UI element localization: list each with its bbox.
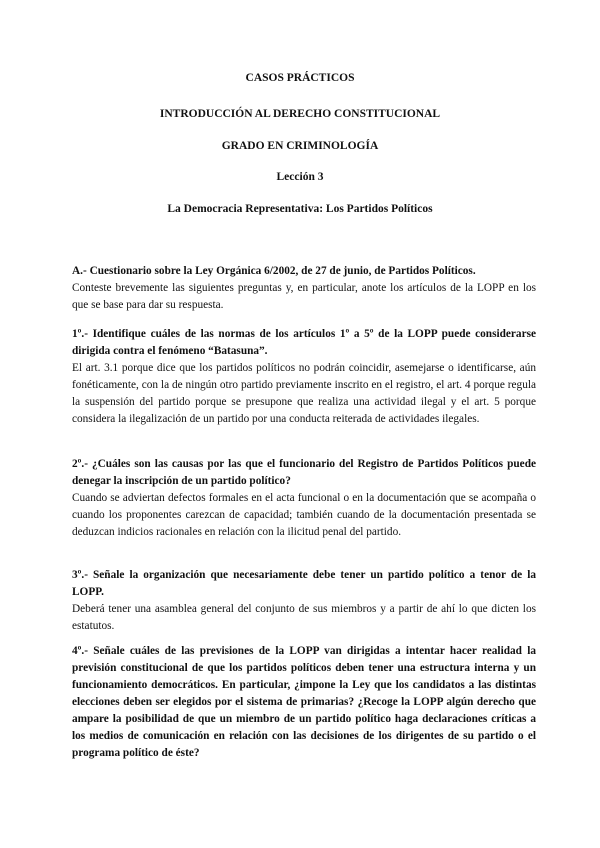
degree-title: GRADO EN CRIMINOLOGÍA	[221, 140, 379, 152]
answer-text: El art. 3.1 porque dice que los partidos políticos no podrán coincidir, asemejarse o identificarse, aún fonéticamente, con la de ningún otro partido previamente inscrito en el registro, el art. 4 porque regula la suspensión del partido porque se presupone que realiza una actividad ilegal y el art. 5 porque considera la ilegalización de un partido por una conducta reiterada de actividades ilegales.	[72, 362, 536, 425]
question-3	[72, 567, 536, 635]
course-title: INTRODUCCIÓN AL DERECHO CONSTITUCIONAL	[159, 108, 441, 120]
lesson-title: Lección 3	[276, 171, 324, 183]
answer-text: Cuando se adviertan defectos formales en el acta funcional o en la documentación que se acompaña o cuando los proponentes carezcan de capacidad; también cuando de la documentación presentada se deduzcan indicios racionales en relación con la ilicitud penal del partido.	[72, 492, 536, 538]
section-a	[72, 263, 536, 314]
question-text: 3º.- Señale la organización que necesariamente debe tener un partido político a tenor de la LOPP.	[72, 569, 536, 598]
answer-text: Deberá tener una asamblea general del conjunto de sus miembros y a partir de ahí lo que dicten los estatutos.	[72, 603, 536, 632]
question-text: 2º.- ¿Cuáles son las causas por las que el funcionario del Registro de Partidos Políticos puede denegar la inscripción de un partido político?	[72, 458, 536, 487]
section-a-title: A.- Cuestionario sobre la Ley Orgánica 6/2002, de 27 de junio, de Partidos Políticos.	[72, 265, 476, 277]
section-a-intro: Conteste brevemente las siguientes preguntas y, en particular, anote los artículos de la LOPP en los que se base para dar su respuesta.	[72, 282, 536, 311]
question-1	[72, 326, 536, 428]
question-text: 1º.- Identifique cuáles de las normas de los artículos 1º a 5º de la LOPP puede considerarse dirigida contra el fenómeno “Batasuna”.	[72, 328, 536, 357]
doc-title: CASOS PRÁCTICOS	[245, 72, 355, 84]
lesson-subtitle: La Democracia Representativa: Los Partidos Políticos	[167, 203, 433, 215]
question-2	[72, 456, 536, 541]
question-4	[72, 643, 536, 762]
question-text: 4º.- Señale cuáles de las previsiones de la LOPP van dirigidas a intentar hacer realidad la previsión constitucional de que los partidos políticos deben tener una estructura interna y un funcionamiento democráticos. En particular, ¿impone la Ley que los candidatos a las distintas elecciones deben ser elegidos por el sistema de primarias? ¿Recoge la LOPP algún derecho que ampare la posibilidad de que un miembro de un partido político haga declaraciones críticas a los medios de comunicación en relación con las decisiones de los dirigentes de su partido o el programa político de éste?	[72, 645, 536, 759]
